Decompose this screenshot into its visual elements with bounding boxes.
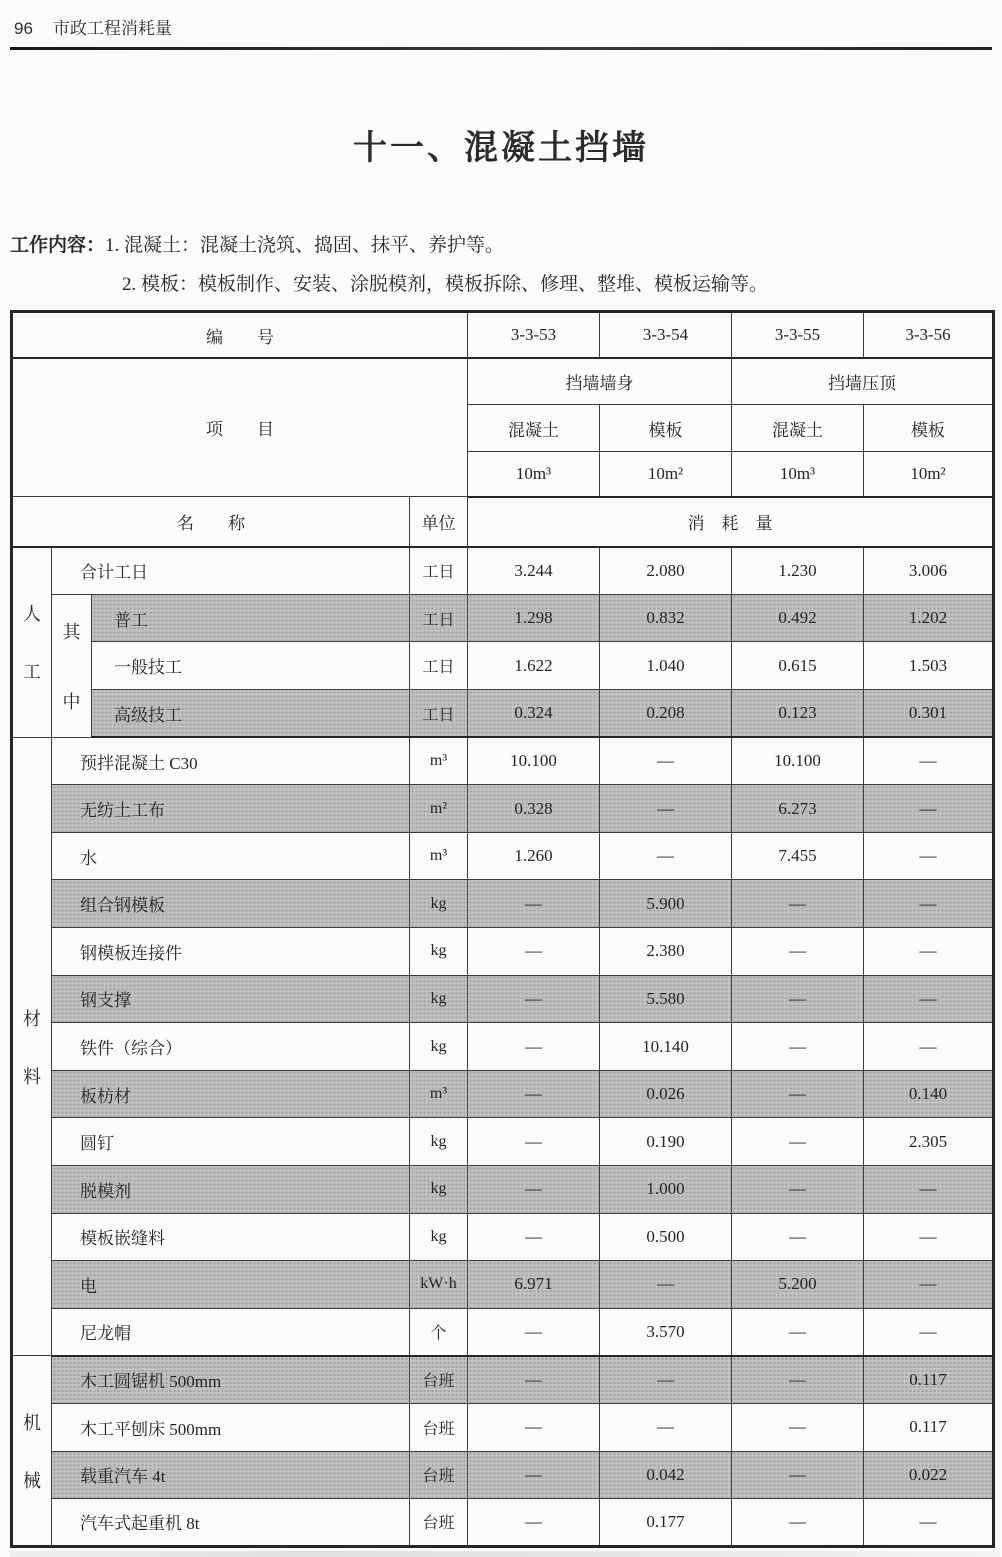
category-label-机械 xyxy=(12,1356,52,1546)
name-header: 名 称 xyxy=(12,497,410,547)
value-cell: — xyxy=(732,1166,864,1214)
item-name: 水 xyxy=(52,832,410,880)
value-cell: 1.622 xyxy=(468,642,600,690)
page-number: 96 xyxy=(14,19,33,38)
value-cell: — xyxy=(732,880,864,928)
value-cell: — xyxy=(732,1118,864,1166)
item-unit: 工日 xyxy=(410,594,468,642)
item-unit: 台班 xyxy=(410,1451,468,1499)
item-unit: 个 xyxy=(410,1308,468,1356)
value-cell: — xyxy=(864,975,994,1023)
work-content-item-1: 1. 混凝土：混凝土浇筑、捣固、抹平、养护等。 xyxy=(105,235,505,256)
work-content xyxy=(10,233,992,297)
value-cell: — xyxy=(864,1261,994,1309)
work-content-label: 工作内容： xyxy=(10,235,106,256)
unit-col-header-3: 10m³ xyxy=(732,452,864,497)
item-name: 载重汽车 4t xyxy=(52,1451,410,1499)
item-name: 无纺土工布 xyxy=(52,785,410,833)
value-cell: — xyxy=(468,1070,600,1118)
code-value-2: 3-3-54 xyxy=(600,312,732,358)
value-cell: 0.117 xyxy=(864,1356,994,1404)
value-cell: — xyxy=(732,1070,864,1118)
value-cell: — xyxy=(732,1451,864,1499)
item-name: 板枋材 xyxy=(52,1070,410,1118)
item-name: 普工 xyxy=(92,594,410,642)
work-content-line-2 xyxy=(10,272,992,298)
unit-header: 单位 xyxy=(410,497,468,547)
value-cell: 6.273 xyxy=(732,785,864,833)
value-cell: 3.006 xyxy=(864,547,994,595)
header-rule xyxy=(10,47,992,50)
value-cell: 10.140 xyxy=(600,1023,732,1071)
item-unit: kg xyxy=(410,1118,468,1166)
value-cell: — xyxy=(600,1403,732,1451)
value-cell: 1.000 xyxy=(600,1166,732,1214)
category-label-材料 xyxy=(12,737,52,1356)
value-cell: — xyxy=(864,1499,994,1547)
subcol-header-1: 混凝土 xyxy=(468,405,600,452)
table-body xyxy=(12,547,994,1546)
value-cell: — xyxy=(468,1166,600,1214)
value-cell: 0.615 xyxy=(732,642,864,690)
value-cell: 0.190 xyxy=(600,1118,732,1166)
value-cell: — xyxy=(732,1308,864,1356)
item-unit: 工日 xyxy=(410,690,468,738)
value-cell: 1.260 xyxy=(468,832,600,880)
value-cell: — xyxy=(732,1403,864,1451)
item-unit: m³ xyxy=(410,737,468,785)
value-cell: — xyxy=(864,928,994,976)
item-name: 高级技工 xyxy=(92,690,410,738)
value-cell: 1.298 xyxy=(468,594,600,642)
subgroup-label-text: 其 中 xyxy=(62,621,81,712)
item-name: 合计工日 xyxy=(52,547,410,595)
code-header: 编 号 xyxy=(12,312,468,358)
value-cell: — xyxy=(864,1213,994,1261)
value-cell: — xyxy=(468,1213,600,1261)
value-cell: — xyxy=(732,928,864,976)
item-name: 钢模板连接件 xyxy=(52,928,410,976)
category-label-人工-text: 人 工 xyxy=(23,604,41,683)
work-content-line-1 xyxy=(10,233,992,259)
value-cell: — xyxy=(864,1023,994,1071)
value-cell: — xyxy=(600,737,732,785)
category-label-机械-text: 机 械 xyxy=(23,1412,41,1491)
value-cell: — xyxy=(468,1356,600,1404)
item-unit: 工日 xyxy=(410,642,468,690)
item-unit: kg xyxy=(410,975,468,1023)
item-name: 一般技工 xyxy=(92,642,410,690)
unit-col-header-1: 10m³ xyxy=(468,452,600,497)
code-value-4: 3-3-56 xyxy=(864,312,994,358)
code-value-3: 3-3-55 xyxy=(732,312,864,358)
item-name: 组合钢模板 xyxy=(52,880,410,928)
category-label-材料-text: 材 料 xyxy=(23,1008,41,1087)
value-cell: — xyxy=(468,1118,600,1166)
value-cell: — xyxy=(864,1308,994,1356)
value-cell: — xyxy=(600,832,732,880)
value-cell: — xyxy=(468,1308,600,1356)
value-cell: 7.455 xyxy=(732,832,864,880)
value-cell: — xyxy=(864,1166,994,1214)
unit-col-header-2: 10m² xyxy=(600,452,732,497)
value-cell: — xyxy=(732,1499,864,1547)
value-cell: — xyxy=(468,1499,600,1547)
unit-col-header-4: 10m² xyxy=(864,452,994,497)
value-cell: — xyxy=(468,880,600,928)
value-cell: 1.040 xyxy=(600,642,732,690)
subgroup-label xyxy=(52,594,92,737)
item-unit: 台班 xyxy=(410,1403,468,1451)
value-cell: 0.022 xyxy=(864,1451,994,1499)
item-unit: 台班 xyxy=(410,1356,468,1404)
item-unit: m³ xyxy=(410,832,468,880)
item-name: 圆钉 xyxy=(52,1118,410,1166)
value-cell: 0.140 xyxy=(864,1070,994,1118)
value-cell: — xyxy=(732,1213,864,1261)
value-cell: 1.202 xyxy=(864,594,994,642)
value-cell: — xyxy=(732,1023,864,1071)
group-header-2: 挡墙压顶 xyxy=(732,358,994,405)
item-name: 钢支撑 xyxy=(52,975,410,1023)
subcol-header-3: 混凝土 xyxy=(732,405,864,452)
value-cell: 1.503 xyxy=(864,642,994,690)
value-cell: 2.305 xyxy=(864,1118,994,1166)
consumption-header: 消 耗 量 xyxy=(468,497,994,547)
value-cell: — xyxy=(468,1023,600,1071)
value-cell: 6.971 xyxy=(468,1261,600,1309)
value-cell: — xyxy=(468,975,600,1023)
item-unit: 工日 xyxy=(410,547,468,595)
value-cell: 0.123 xyxy=(732,690,864,738)
subcol-header-4: 模板 xyxy=(864,405,994,452)
running-title: 市政工程消耗量 xyxy=(52,19,172,38)
item-unit: m² xyxy=(410,785,468,833)
code-value-1: 3-3-53 xyxy=(468,312,600,358)
value-cell: 0.500 xyxy=(600,1213,732,1261)
value-cell: 0.042 xyxy=(600,1451,732,1499)
page-header xyxy=(10,10,992,39)
item-unit: kg xyxy=(410,1023,468,1071)
group-header-1: 挡墙墙身 xyxy=(468,358,732,405)
item-name: 电 xyxy=(52,1261,410,1309)
value-cell: — xyxy=(468,1451,600,1499)
item-name: 木工平刨床 500mm xyxy=(52,1403,410,1451)
value-cell: — xyxy=(600,1356,732,1404)
value-cell: 0.026 xyxy=(600,1070,732,1118)
item-unit: kg xyxy=(410,880,468,928)
value-cell: 0.324 xyxy=(468,690,600,738)
work-content-item-2: 2. 模板：模板制作、安装、涂脱模剂，模板拆除、修理、整堆、模板运输等。 xyxy=(122,273,769,295)
item-name: 木工圆锯机 500mm xyxy=(52,1356,410,1404)
value-cell: 5.900 xyxy=(600,880,732,928)
item-name: 模板嵌缝料 xyxy=(52,1213,410,1261)
value-cell: 5.580 xyxy=(600,975,732,1023)
value-cell: 0.208 xyxy=(600,690,732,738)
value-cell: — xyxy=(468,1403,600,1451)
value-cell: 0.301 xyxy=(864,690,994,738)
value-cell: — xyxy=(600,1261,732,1309)
value-cell: — xyxy=(864,785,994,833)
value-cell: — xyxy=(732,1356,864,1404)
item-unit: kW·h xyxy=(410,1261,468,1309)
table-header xyxy=(12,312,994,547)
subcol-header-2: 模板 xyxy=(600,405,732,452)
item-unit: 台班 xyxy=(410,1499,468,1547)
item-name: 铁件（综合） xyxy=(52,1023,410,1071)
value-cell: 1.230 xyxy=(732,547,864,595)
value-cell: 0.177 xyxy=(600,1499,732,1547)
value-cell: 0.328 xyxy=(468,785,600,833)
value-cell: 0.117 xyxy=(864,1403,994,1451)
item-name: 预拌混凝土 C30 xyxy=(52,737,410,785)
value-cell: — xyxy=(864,737,994,785)
item-unit: kg xyxy=(410,1213,468,1261)
item-name: 尼龙帽 xyxy=(52,1308,410,1356)
value-cell: 0.832 xyxy=(600,594,732,642)
value-cell: — xyxy=(468,928,600,976)
category-label-人工 xyxy=(12,547,52,737)
item-unit: m³ xyxy=(410,1070,468,1118)
value-cell: 0.492 xyxy=(732,594,864,642)
value-cell: 3.570 xyxy=(600,1308,732,1356)
value-cell: 10.100 xyxy=(732,737,864,785)
value-cell: 2.380 xyxy=(600,928,732,976)
value-cell: 2.080 xyxy=(600,547,732,595)
quota-table xyxy=(10,310,995,1547)
item-name: 脱模剂 xyxy=(52,1166,410,1214)
value-cell: — xyxy=(864,880,994,928)
value-cell: 3.244 xyxy=(468,547,600,595)
value-cell: — xyxy=(864,832,994,880)
value-cell: 5.200 xyxy=(732,1261,864,1309)
value-cell: 10.100 xyxy=(468,737,600,785)
item-unit: kg xyxy=(410,1166,468,1214)
item-header: 项 目 xyxy=(12,358,468,497)
item-name: 汽车式起重机 8t xyxy=(52,1499,410,1547)
item-unit: kg xyxy=(410,928,468,976)
value-cell: — xyxy=(600,785,732,833)
section-title: 十一、混凝土挡墙 xyxy=(353,129,649,167)
value-cell: — xyxy=(732,975,864,1023)
